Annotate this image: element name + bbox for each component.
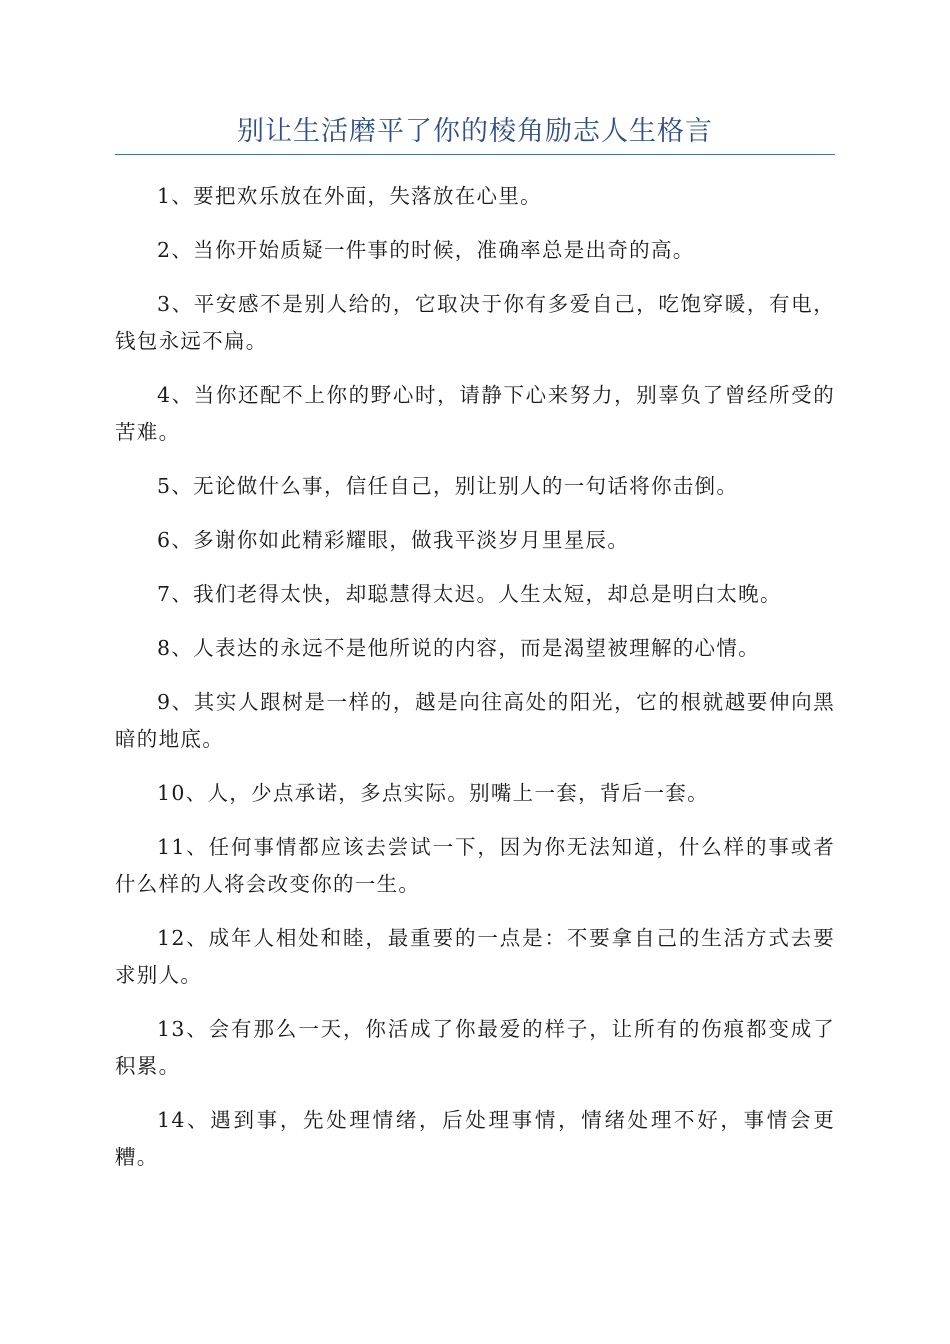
quote-item-4: 4、当你还配不上你的野心时，请静下心来努力，别辜负了曾经所受的苦难。 xyxy=(115,383,835,444)
quote-item-1: 1、要把欢乐放在外面，失落放在心里。 xyxy=(157,184,542,208)
quote-item-10: 10、人，少点承诺，多点实际。别嘴上一套，背后一套。 xyxy=(157,781,709,805)
quote-item-12: 12、成年人相处和睦，最重要的一点是：不要拿自己的生活方式去要求别人。 xyxy=(115,926,835,987)
quote-item-9: 9、其实人跟树是一样的，越是向往高处的阳光，它的根就越要伸向黑暗的地底。 xyxy=(115,690,835,751)
quote-item-8: 8、人表达的永远不是他所说的内容，而是渴望被理解的心情。 xyxy=(157,636,760,660)
quote-item-11: 11、任何事情都应该去尝试一下，因为你无法知道，什么样的事或者什么样的人将会改变你的一生。 xyxy=(115,835,835,896)
quote-item-7: 7、我们老得太快，却聪慧得太迟。人生太短，却总是明白太晚。 xyxy=(157,582,782,606)
quote-item-6: 6、多谢你如此精彩耀眼，做我平淡岁月里星辰。 xyxy=(157,528,630,552)
title-underline xyxy=(115,154,835,155)
document-body xyxy=(115,178,835,1193)
quote-item-2: 2、当你开始质疑一件事的时候，准确率总是出奇的高。 xyxy=(157,238,695,262)
quote-item-13: 13、会有那么一天，你活成了你最爱的样子，让所有的伤痕都变成了积累。 xyxy=(115,1017,835,1078)
document-title: 别让生活磨平了你的棱角励志人生格言 xyxy=(237,116,713,147)
quote-item-3: 3、平安感不是别人给的，它取决于你有多爱自己，吃饱穿暖，有电，钱包永远不扁。 xyxy=(115,292,835,353)
quote-item-5: 5、无论做什么事，信任自己，别让别人的一句话将你击倒。 xyxy=(157,474,739,498)
quote-item-14: 14、遇到事，先处理情绪，后处理事情，情绪处理不好，事情会更糟。 xyxy=(115,1108,835,1169)
